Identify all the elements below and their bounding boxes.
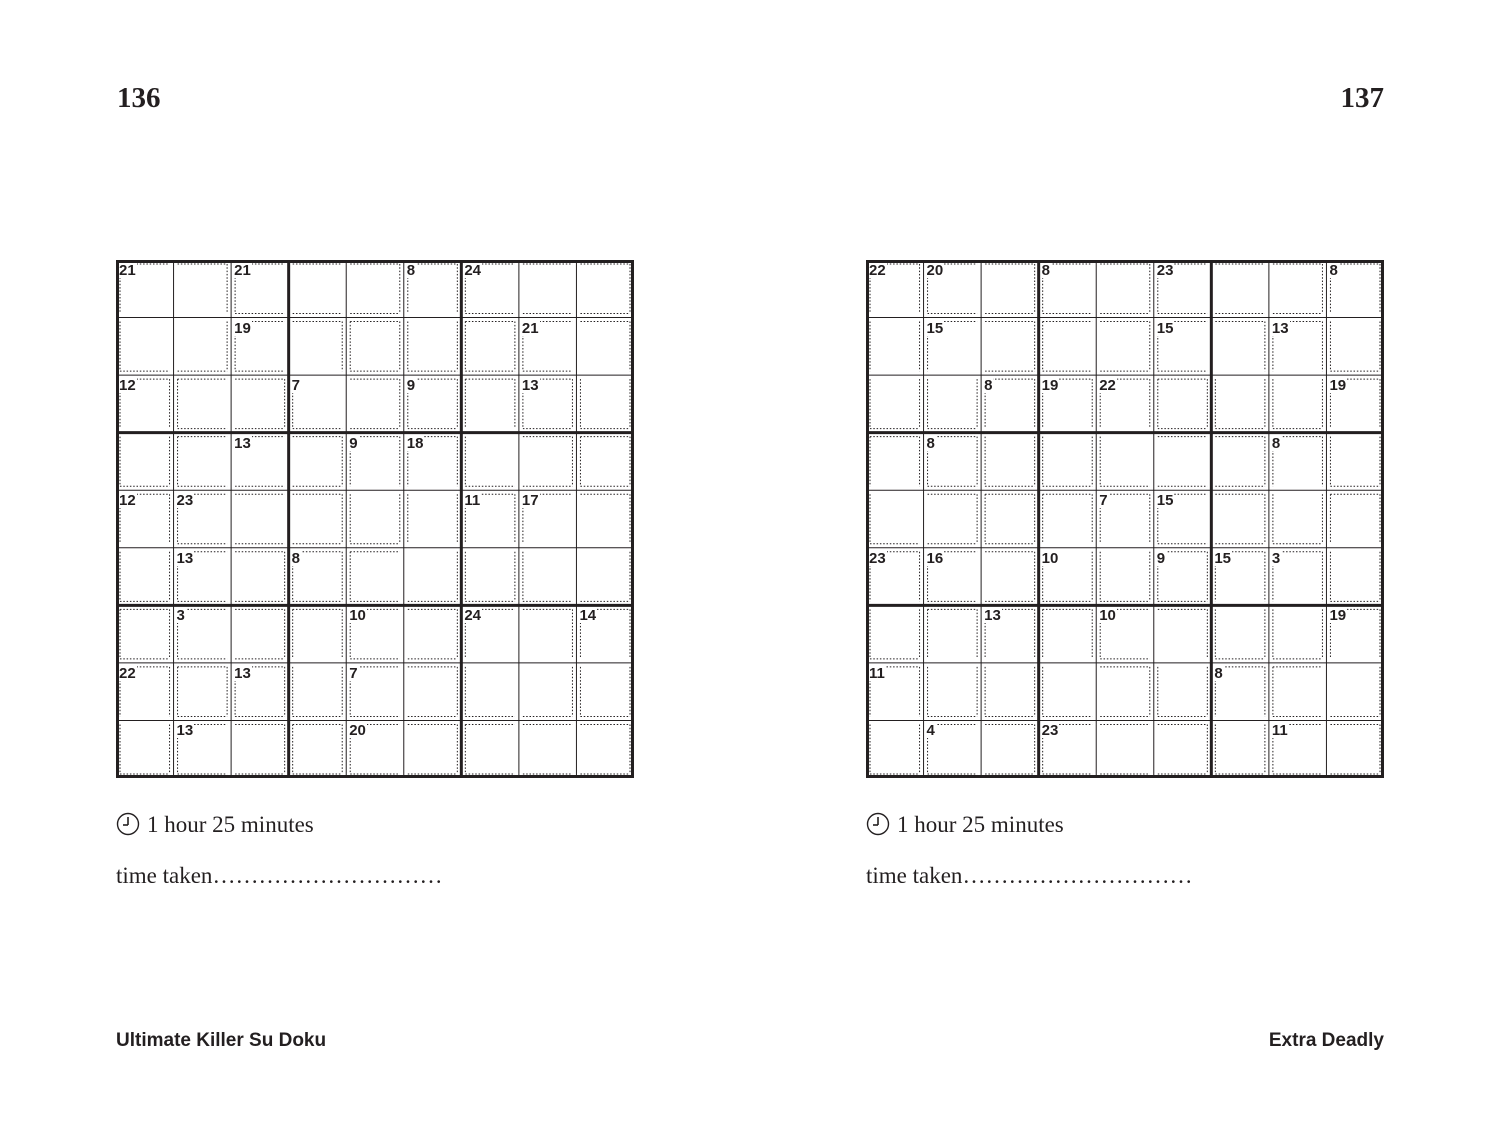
cage-sum-clue: 8 <box>1041 262 1050 279</box>
timer-row-right <box>866 812 1064 836</box>
cage-sum-clue: 20 <box>349 722 366 740</box>
cage-sum-clue: 7 <box>291 377 300 395</box>
cage-sum-clue: 23 <box>1156 262 1174 279</box>
cage-sum-clue: 17 <box>521 492 539 510</box>
clock-icon <box>116 812 140 836</box>
cage-sum-clue: 13 <box>176 722 194 740</box>
cage-sum-clue: 23 <box>869 549 886 567</box>
cage-sum-clue: 13 <box>1271 319 1289 337</box>
footer-book-title: Ultimate Killer Su Doku <box>116 1030 327 1051</box>
cage-sum-clue: 15 <box>1156 319 1174 337</box>
page-number-right: 137 <box>1340 82 1384 114</box>
cage-sum-clue: 7 <box>349 664 358 682</box>
time-taken-blank[interactable]: ………………………… <box>212 863 443 888</box>
cage-sum-clue: 21 <box>234 262 251 279</box>
time-taken-right <box>866 864 1192 887</box>
cage-sum-clue: 22 <box>119 664 136 682</box>
cage-sum-clue: 8 <box>406 262 416 279</box>
cage-sum-clue: 9 <box>349 434 358 452</box>
cage-sum-clue: 13 <box>234 434 251 452</box>
cage-sum-clue: 11 <box>464 492 481 510</box>
footer-difficulty: Extra Deadly <box>1268 1030 1384 1051</box>
cage-sum-clue: 19 <box>1329 377 1347 395</box>
cage-sum-clue: 7 <box>1099 492 1108 510</box>
cage-sum-clue: 24 <box>464 607 482 625</box>
cage-sum-clue: 3 <box>176 607 185 625</box>
grid-lines <box>116 260 634 778</box>
cage-sum-clue: 15 <box>1214 549 1232 567</box>
cage-sum-clue: 11 <box>1271 722 1288 740</box>
cage-sum-clue: 23 <box>176 492 194 510</box>
cage-sum-clue: 9 <box>406 377 416 395</box>
cage-sum-clue: 4 <box>926 722 935 740</box>
cage-sum-clue: 8 <box>1271 434 1281 452</box>
cage-sum-clue: 13 <box>984 607 1001 625</box>
cage-sum-clue: 22 <box>1099 377 1116 395</box>
grid-border <box>118 262 633 777</box>
cage-sum-clue: 10 <box>349 607 366 625</box>
cage-sum-clue: 15 <box>926 319 944 337</box>
cage-sum-clue: 13 <box>521 377 539 395</box>
page-number-left: 136 <box>117 82 161 114</box>
time-taken-label: time taken <box>866 863 963 888</box>
cage-sum-clue: 21 <box>119 262 136 279</box>
cage-sum-clue: 19 <box>1041 377 1059 395</box>
cage-sum-clue: 9 <box>1156 549 1166 567</box>
cage-sum-clue: 8 <box>926 434 935 452</box>
cage-sum-clue: 8 <box>984 377 993 395</box>
time-taken-blank[interactable]: ………………………… <box>962 863 1193 888</box>
timer-text: 1 hour 25 minutes <box>897 811 1064 837</box>
killer-sudoku-grid-left[interactable] <box>116 260 634 778</box>
cage-sum-clue: 8 <box>1329 262 1338 279</box>
grid-lines <box>866 260 1384 778</box>
cage-sum-clue: 20 <box>926 262 944 279</box>
cage-sum-clue: 22 <box>869 262 886 279</box>
cage-sum-clue: 8 <box>1214 664 1223 682</box>
cage-sum-clue: 13 <box>234 664 251 682</box>
time-taken-left <box>116 864 442 887</box>
cage-sum-clue: 15 <box>1156 492 1174 510</box>
cage-sum-clue: 12 <box>119 377 136 395</box>
clock-icon <box>866 812 890 836</box>
cage-sum-clue: 11 <box>869 664 885 682</box>
timer-text: 1 hour 25 minutes <box>147 811 314 837</box>
cage-sum-clue: 24 <box>464 262 482 279</box>
cage-sum-clue: 16 <box>926 549 944 567</box>
cage-sum-clue: 23 <box>1041 722 1059 740</box>
time-taken-label: time taken <box>116 863 213 888</box>
cage-sum-clue: 18 <box>406 434 424 452</box>
cage-sum-clue: 10 <box>1041 549 1059 567</box>
cage-sum-clue: 10 <box>1099 607 1116 625</box>
cage-sum-clue: 21 <box>521 319 539 337</box>
cage-sum-clue: 13 <box>176 549 194 567</box>
timer-row-left <box>116 812 314 836</box>
cage-sum-clue: 19 <box>1329 607 1347 625</box>
cage-sum-clue: 19 <box>234 319 251 337</box>
grid-border <box>868 262 1383 777</box>
cage-sum-clue: 12 <box>119 492 136 510</box>
killer-sudoku-grid-right[interactable] <box>866 260 1384 778</box>
cage-sum-clue: 14 <box>579 607 597 625</box>
cage-sum-clue: 3 <box>1271 549 1281 567</box>
cage-sum-clue: 8 <box>291 549 300 567</box>
